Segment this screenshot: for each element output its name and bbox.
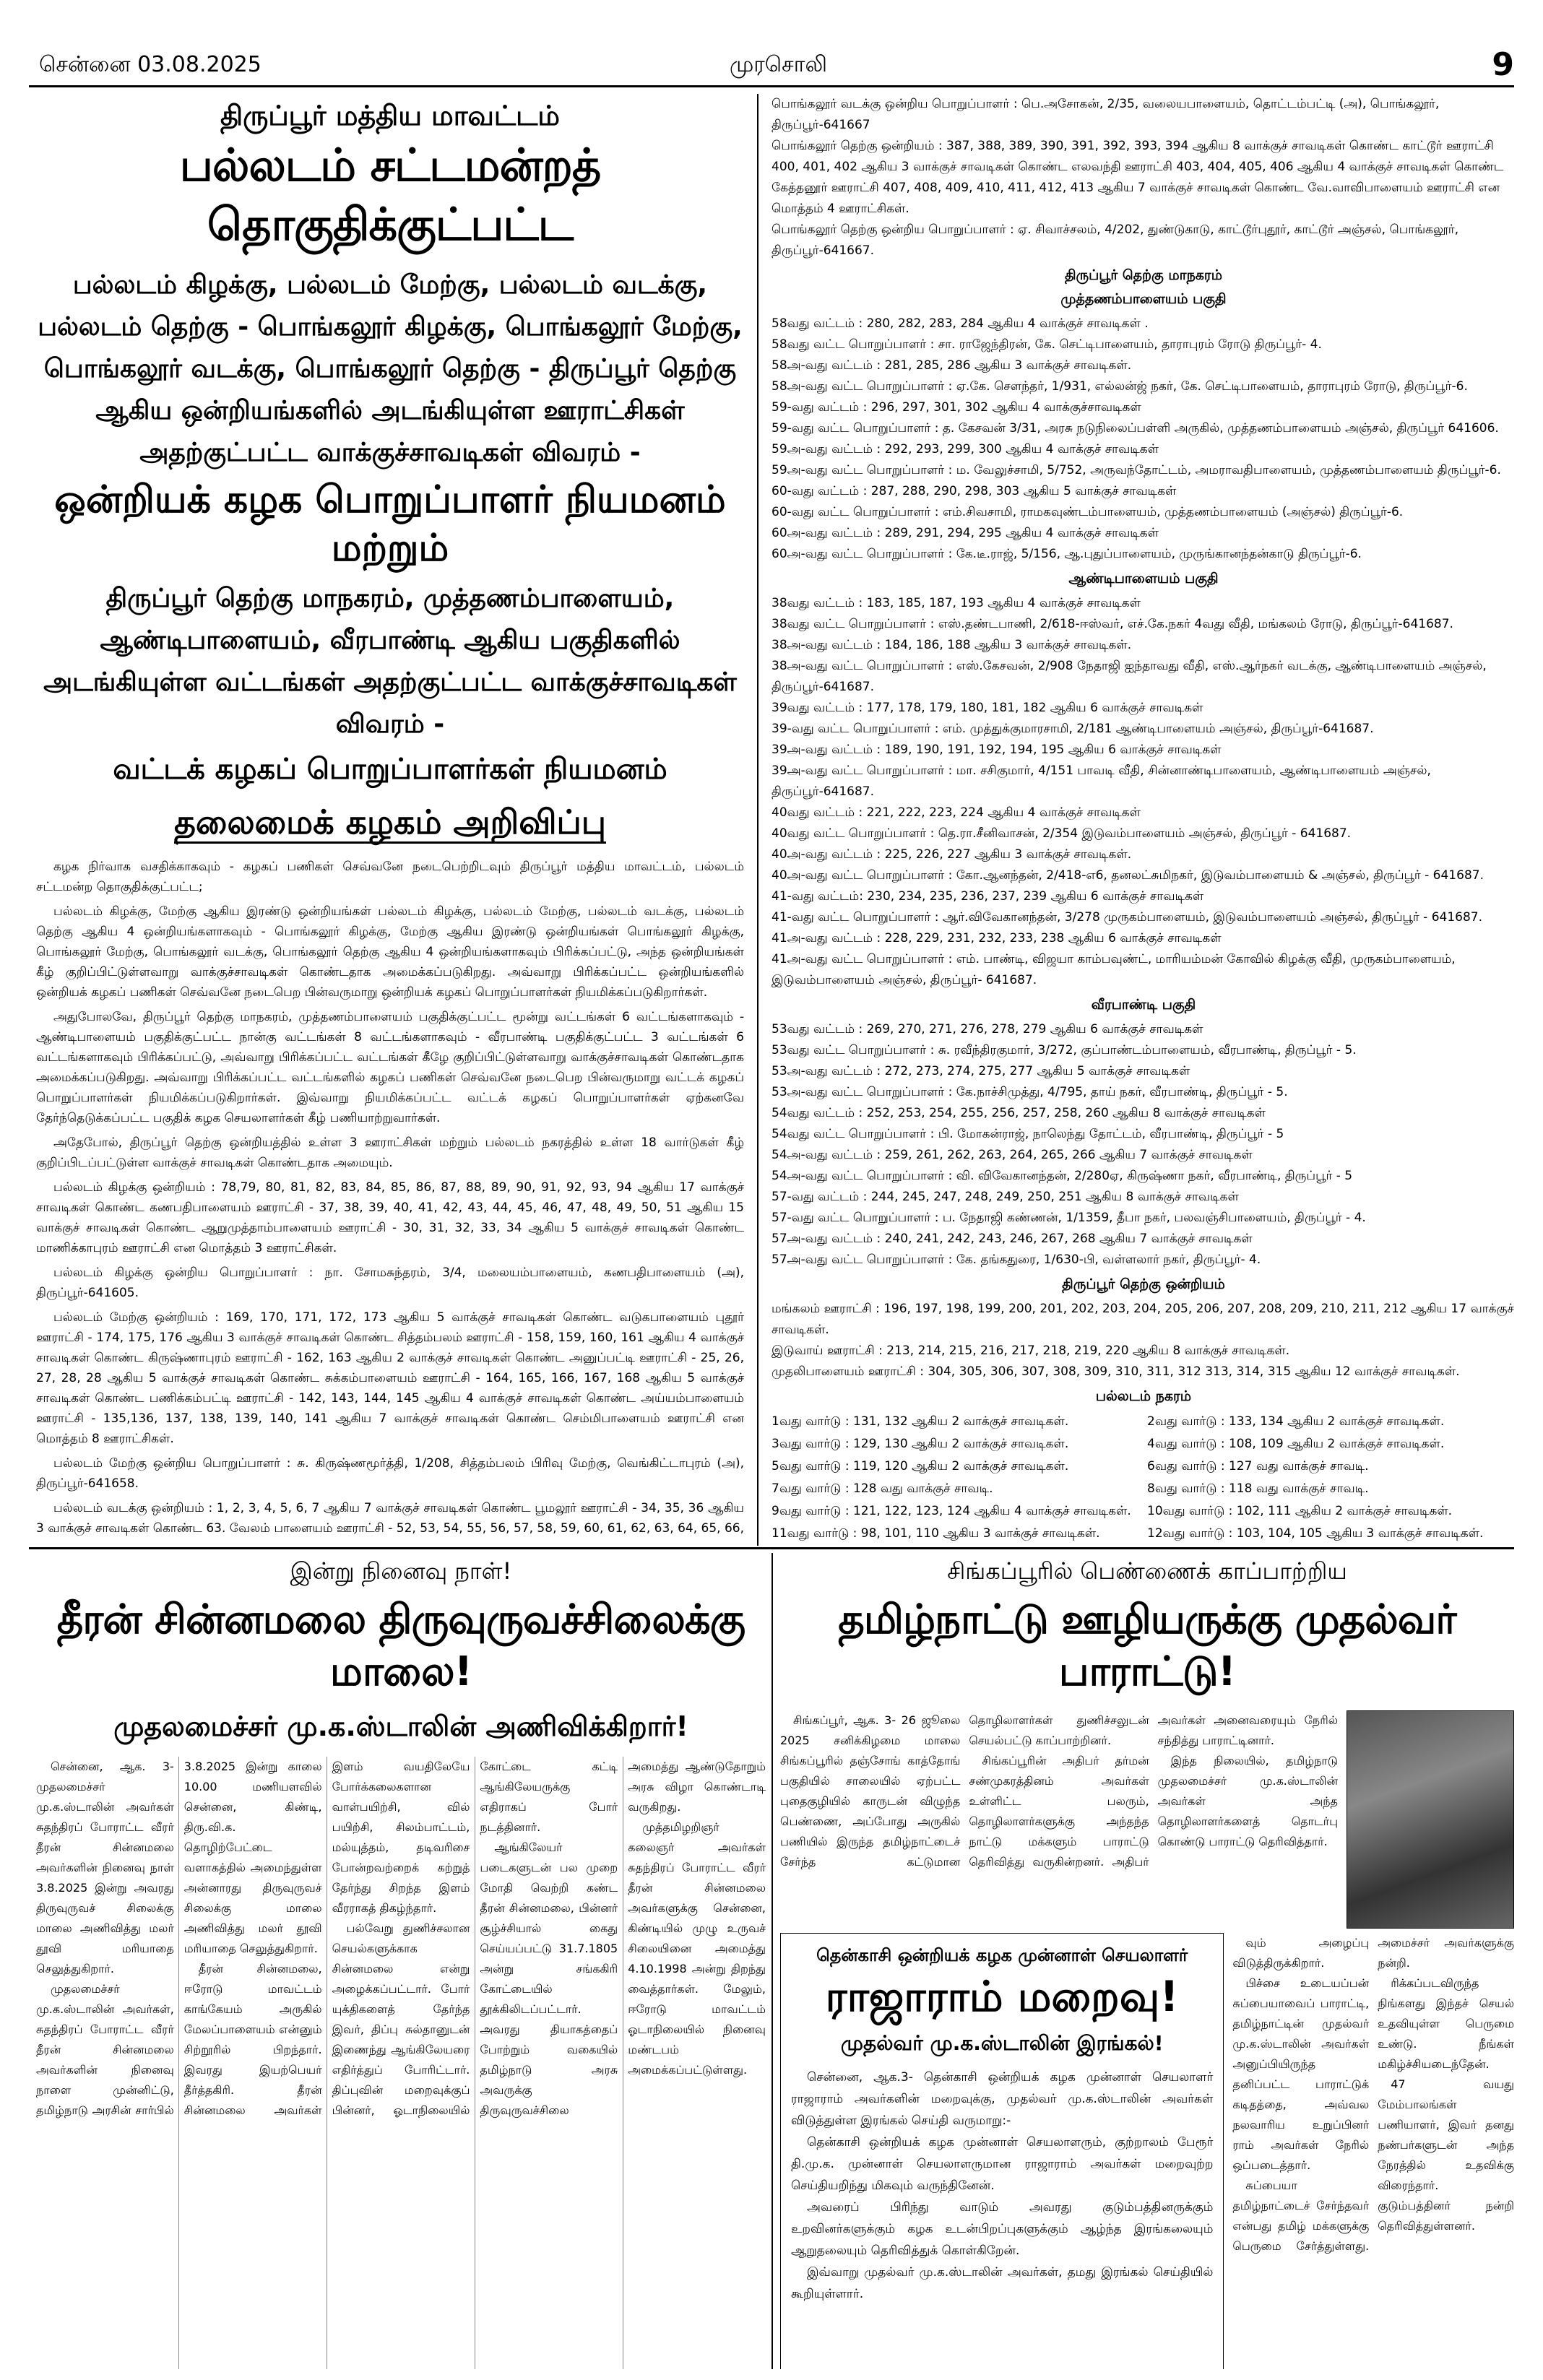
story1-body: [36, 1757, 766, 2369]
obituary-paragraph: இவ்வாறு முதல்வர் மு.க.ஸ்டாலின் அவர்கள், தமது இரங்கல் செய்தியில் கூறியுள்ளார்.: [791, 2265, 1214, 2301]
ward-list-column: [772, 94, 1516, 1546]
ward-item: [1147, 1545, 1516, 1546]
ward-entry: 58வது வட்டம் : 280, 282, 283, 284 ஆகிய 4 வாக்குச் சாவடிகள் .: [772, 316, 1149, 331]
ward-entry: 59அ-வது வட்டம் : 292, 293, 299, 300 ஆகிய 4 வாக்குச் சாவடிகள்: [772, 442, 1159, 456]
ward-entry: 54வது வட்டம் : 252, 253, 254, 255, 256, 257, 258, 260 ஆகிய 8 வாக்குச் சாவடிகள்: [772, 1106, 1266, 1120]
ward-entry: 53வது வட்ட பொறுப்பாளர் : சு. ரவீந்திரகுமார், 3/272, குப்பாண்டம்பாளையம், வீரபாண்டி, திருப்பூர் - 5.: [772, 1043, 1357, 1057]
story2-side-paragraph: சுப்பையா தமிழ்நாட்டைச் சேர்ந்தவர் என்பது தமிழ் மக்களுக்கு பெருமை சேர்த்துள்ளது. அமைச்சர் அவர்களுக்கு நன்றி.: [1232, 1936, 1514, 2253]
section-heading: திருப்பூர் தெற்கு ஒன்றியம்: [1062, 1276, 1225, 1292]
ward-entry: 41-வது வட்டம்: 230, 234, 235, 236, 237, 239 ஆகிய 6 வாக்குச் சாவடிகள்: [772, 889, 1204, 904]
ward-entry: 38வது வட்ட பொறுப்பாளர் : எஸ்.தண்டபாணி, 2/618-ஈஸ்வர், எச்.கே.நகர் 4வது வீதி, மங்கலம் ரோடு, திருப்பூர்-641687.: [772, 617, 1453, 631]
story2-lower: [780, 1933, 1514, 2369]
ward-item: 8வது வார்டு : 118 வது வாக்குச் சாவடி.: [1147, 1481, 1369, 1496]
notice-line-2: ஒன்றியக் கழக பொறுப்பாளர் நியமனம் மற்றும்: [54, 478, 726, 570]
ward-item: 12வது வார்டு : 103, 104, 105 ஆகிய 3 வாக்குச் சாவடிகள்.: [1147, 1526, 1484, 1541]
notice-paragraph: அதுபோலவே, திருப்பூர் தெற்கு மாநகரம், முத்தணம்பாளையம் பகுதிக்குட்பட்ட மூன்று வட்டங்கள் 6 வட்டங்களாகவும் - ஆண்டிபாளையம் பகுதிக்குட்பட்ட நான்கு வட்டங்கள் 8 வட்டங்களாகவும் - வீரபாண்டி பகுதிக்குட்பட்ட 3 வட்டங்கள் 6 வட்டங்களாகவும் பிரிக்கப்பட்டு, அவ்வாறு பிரிக்கப்பட்ட வட்டங்கள் கீழே குறிப்பிட்டுள்ளவாறு வாக்குச்சாவடிகள் கொண்டதாக அமைக்கப்படுகிறது. அவ்வாறு பிரிக்கப்பட்ட வட்டங்களில் கழகப் பணிகள் செவ்வனே நடைபெற பின்வருமாறு வட்டக் கழகப் பொறுப்பாளர்கள் நியமிக்கப்படுகிறார்கள். இவ்வாறு நியமிக்கப்பட்ட வட்டக் கழகப் பொறுப்பாளர்கள் ஏற்கனவே தேர்ந்தெடுக்கப்பட்ட பகுதிக் கழக செயலாளர்கள் கீழ் பணியாற்றுவார்கள்.: [36, 1010, 744, 1125]
story-divider: [772, 1553, 773, 2369]
story2-side-paragraph: ரிக்கப்படவிருந்த நிங்களது இந்தச் செயல் உதவியுள்ள பெருமை உண்டு. நீங்கள் மகிழ்ச்சியடைந்தேன்.: [1378, 1976, 1514, 2071]
story2-continued: [1232, 1933, 1514, 2369]
worker-photo: [1347, 1710, 1514, 1929]
ward-entry: 59-வது வட்டம் : 296, 297, 301, 302 ஆகிய 4 வாக்குச்சாவடிகள்: [772, 400, 1141, 415]
ward-entry: 39-வது வட்ட பொறுப்பாளர் : எம். முத்துக்குமாரசாமி, 2/181 ஆண்டிபாளையம் அஞ்சல், திருப்பூர்-641687.: [772, 722, 1374, 736]
ward-entry: 58அ-வது வட்ட பொறுப்பாளர் : ஏ.கே. சௌந்தர், 1/931, எல்லன்ஜ் நகர், கே. செட்டிபாளையம், தாராபுரம் ரோடு, திருப்பூர்-6.: [772, 379, 1468, 394]
story-theeran-chinnamalai: [36, 1553, 766, 2369]
ward-entry: 40வது வட்டம் : 221, 222, 223, 224 ஆகிய 4 வாக்குச் சாவடிகள்: [772, 805, 1141, 820]
obituary-kicker: தென்காசி ஒன்றியக் கழக முன்னாள் செயலாளர்: [816, 1945, 1188, 1965]
ward-entry: 40அ-வது வட்டம் : 225, 226, 227 ஆகிய 3 வாக்குச் சாவடிகள்.: [772, 847, 1132, 862]
ward-entry: 41அ-வது வட்டம் : 228, 229, 231, 232, 233, 238 ஆகிய 6 வாக்குச் சாவடிகள்: [772, 931, 1222, 945]
story1-paragraph: தீரன் சின்னமலை, ஈரோடு மாவட்டம் காங்கேயம் அருகில் மேலப்பாளையம் என்னும் சிற்றூரில் பிறந்தார். இவரது இயற்பெயர் தீர்த்தகிரி. தீரன் சின்னமலை அவர்கள் இளம் வயதிலேயே போர்க்கலைகளான வாள்பயிற்சி, வில் பயிற்சி, சிலம்பாட்டம், மல்யுத்தம், தடிவரிசை போன்றவற்றைக் கற்றுத் தேர்ந்து சிறந்த இளம் வீரராகத் திகழ்ந்தார்.: [183, 1760, 470, 2117]
obituary-deck: முதல்வர் மு.க.ஸ்டாலின் இரங்கல்!: [840, 2031, 1164, 2055]
story2-side-paragraph: பிச்சை உடையப்பன் சுப்பையாவைப் பாராட்டி, தமிழ்நாட்டின் முதல்வர் மு.க.ஸ்டாலின் அவர்கள் அனுப்பியிருந்த தனிப்பட்ட பாராட்டுக் கடிதத்தை, அவ்வல நலவாரிய உறுப்பினர் ராம் அவர்கள் நேரில் ஒப்படைத்தார்.: [1232, 1976, 1370, 2172]
ward-item: 7வது வார்டு : 128 வது வாக்குச் சாவடி.: [772, 1481, 993, 1496]
notice-paragraph: பல்லடம் மேற்கு ஒன்றிய பொறுப்பாளர் : சு. கிருஷ்ணமூர்த்தி, 1/208, சித்தம்பலம் பிரிவு மேற்கு, வெங்கிட்டாபுரம் (அ), திருப்பூர்-641658.: [36, 1456, 744, 1491]
story2-top-body: [780, 1710, 1338, 1927]
story2-paragraph: சிங்கப்பூர், ஆக. 3- 26 ஜூலை 2025 சனிக்கிழமை மாலை சிங்கப்பூரில் தஞ்சோங் காத்தோங் பகுதியில் சாலையில் ஏற்பட்ட புதைகுழியில் காருடன் விழுந்த பெண்ணை, அப்போது அருகில் பணியில் இருந்த தமிழ்நாட்டைச் சேர்ந்த கட்டுமான தொழிலாளர்கள் துணிச்சலுடன் செயல்பட்டு காப்பாற்றினர்.: [780, 1713, 1149, 1869]
ward-entry: 54வது வட்ட பொறுப்பாளர் : பி. மோகன்ராஜ், நாலெந்து தோட்டம், வீரபாண்டி, திருப்பூர் - 5: [772, 1127, 1284, 1141]
notice-district: திருப்பூர் மத்திய மாவட்டம்: [220, 100, 560, 131]
story1-paragraph: பல்வேறு துணிச்சலான செயல்களுக்காக சின்னமலை என்று அழைக்கப்பட்டார். போர் யுக்திகளைத் தேர்ந்த இவர், திப்பு சுல்தானுடன் இணைந்து ஆங்கிலேயரை எதிர்த்துப் போரிட்டார். திப்புவின் மறைவுக்குப் பின்னர், ஓடாநிலையில் கோட்டை கட்டி ஆங்கிலேயருக்கு எதிராகப் போர் நடத்தினார்.: [332, 1760, 618, 2117]
ward-entry: 38வது வட்டம் : 183, 185, 187, 193 ஆகிய 4 வாக்குச் சாவடிகள்: [772, 596, 1141, 610]
announcement-text: தலைமைக் கழகம் அறிவிப்பு: [174, 802, 606, 844]
section-rule: [29, 1547, 1514, 1549]
ward-entry: 54அ-வது வட்ட பொறுப்பாளர் : வி. விவேகானந்தன், 2/280ஏ, கிருஷ்ணா நகர், வீரபாண்டி, திருப்பூர் - 5: [772, 1169, 1353, 1183]
story2-paragraph: சிங்கப்பூரின் அதிபர் தர்மன் சண்முகரத்தினம் அவர்கள் உள்ளிட்ட பலரும், தொழிலாளர்களுக்கு அந்தந்த நாட்டு மக்களும் பாராட்டு தெரிவித்து வருகின்றனர். அதிபர் அவர்கள் அனைவரையும் நேரில் சந்தித்து பாராட்டினார்.: [969, 1713, 1338, 1869]
notice-paragraph: பல்லடம் கிழக்கு ஒன்றிய பொறுப்பாளர் : நா. சோமசுந்தரம், 3/4, மலையம்பாளையம், கணபதிபாளையம் (அ), திருப்பூர்-641605.: [36, 1265, 744, 1300]
ward-entry: 54அ-வது வட்டம் : 259, 261, 262, 263, 264, 265, 266 ஆகிய 7 வாக்குச் சாவடிகள்: [772, 1148, 1253, 1162]
ward-entry: 53அ-வது வட்ட பொறுப்பாளர் : கே.நாச்சிமுத்து, 4/795, தாய் நகர், வீரபாண்டி, திருப்பூர் - 5.: [772, 1085, 1288, 1099]
ward-entry: இடுவாய் ஊராட்சி : 213, 214, 215, 216, 217, 218, 219, 220 ஆகிய 8 வாக்குச் சாவடிகள்.: [772, 1343, 1290, 1358]
ward-entry: 57-வது வட்ட பொறுப்பாளர் : ப. நேதாஜி கண்ணன், 1/1359, தீபா நகர், பலவஞ்சிபாளையம், திருப்பூர் - 4.: [772, 1211, 1366, 1225]
ward-entry: 39அ-வது வட்டம் : 189, 190, 191, 192, 194, 195 ஆகிய 6 வாக்குச் சாவடிகள்: [772, 743, 1222, 757]
notice-paragraph: கழக நிர்வாக வசதிக்காகவும் - கழகப் பணிகள் செவ்வனே நடைபெற்றிடவும் திருப்பூர் மத்திய மாவட்டம், பல்லடம் சட்டமன்ற தொகுதிக்குட்பட்ட;: [36, 860, 744, 894]
section-heading: பல்லடம் நகரம்: [1095, 1388, 1192, 1404]
story1-paragraph: முத்தமிழறிஞர் கலைஞர் அவர்கள் சுதந்திரப் போராட்ட வீரர் தீரன் சின்னமலை அவர்களுக்கு சென்னை, கிண்டியில் முழு உருவச் சிலையினை அமைத்து 4.10.1998 அன்று திறந்து வைத்தார்கள். மேலும், ஈரோடு மாவட்டம் ஓடாநிலையில் நினைவு மண்டபம் அமைக்கப்பட்டுள்ளது.: [628, 1820, 766, 2077]
story2-top: [780, 1710, 1514, 1929]
page-number: 9: [1492, 46, 1514, 83]
masthead: முரசொலி: [730, 52, 827, 77]
ward-entry: 60-வது வட்ட பொறுப்பாளர் : எம்.சிவசாமி, ராமகவுண்டம்பாளையம், முத்தணம்பாளையம் (அஞ்சல்) திருப்பூர்-6.: [772, 505, 1404, 519]
ward-item: 1வது வார்டு : 131, 132 ஆகிய 2 வாக்குச் சாவடிகள்.: [772, 1414, 1069, 1429]
ward-entry: 39அ-வது வட்ட பொறுப்பாளர் : மா. சசிகுமார், 4/151 பாவடி வீதி, சின்னாண்டிபாளையம், ஆண்டிபாளையம் அஞ்சல், திருப்பூர்-641687.: [772, 763, 1431, 799]
story2-headline: தமிழ்நாட்டு ஊழியருக்கு முதல்வர் பாராட்டு!: [838, 1596, 1456, 1695]
story2-paragraph: இந்த நிலையில், தமிழ்நாடு முதலமைச்சர் மு.க.ஸ்டாலின் அவர்கள் அந்த தொழிலாளர்களைத் தொடர்பு கொண்டு பாராட்டு தெரிவித்தார்.: [1157, 1754, 1338, 1848]
ward-entry: மங்கலம் ஊராட்சி : 196, 197, 198, 199, 200, 201, 202, 203, 204, 205, 206, 207, 208, 209, 210, 211, 212 ஆகிய 17 வாக்குச் சாவடிகள்.: [772, 1302, 1514, 1337]
ward-entry: 57அ-வது வட்டம் : 240, 241, 242, 243, 246, 267, 268 ஆகிய 7 வாக்குச் சாவடிகள்: [772, 1232, 1253, 1246]
section-heading: திருப்பூர் தெற்கு மாநகரம்: [1064, 267, 1223, 283]
obituary-body: [791, 2067, 1213, 2305]
ward-entry: 53வது வட்டம் : 269, 270, 271, 276, 278, 279 ஆகிய 6 வாக்குச் சாவடிகள்: [772, 1022, 1203, 1037]
ward-entry: பொங்கலூர் தெற்கு ஒன்றியம் : 387, 388, 389, 390, 391, 392, 393, 394 ஆகிய 8 வாக்குச் சாவடிகள் கொண்ட காட்டூர் ஊராட்சி 400, 401, 402 ஆகிய 3 வாக்குச் சாவடிகள் கொண்ட எலவந்தி ஊராட்சி 403, 404, 405, 406 ஆகிய 4 வாக்குச் சாவடிகள் கொண்ட கேத்தனூர் ஊராட்சி 407, 408, 409, 410, 411, 412, 413 ஆகிய 7 வாக்குச் சாவடிகள் கொண்ட வே.வாவிபாளையம் ஊராட்சி என மொத்தம் 4 ஊராட்சிகள்.: [772, 139, 1504, 216]
story1-kicker: இன்று நினைவு நாள்!: [290, 1557, 512, 1585]
ward-entry: 60அ-வது வட்ட பொறுப்பாளர் : கே.டீ.ராஜ், 5/156, ஆ.புதுப்பாளையம், முருங்கானந்தன்காடு திருப்பூர்-6.: [772, 547, 1362, 561]
ward-entry: 40வது வட்ட பொறுப்பாளர் : தெ.ரா.சீனிவாசன், 2/354 இடுவம்பாளையம் அஞ்சல், திருப்பூர் - 641687.: [772, 826, 1352, 841]
ward-entry: பொங்கலூர் தெற்கு ஒன்றிய பொறுப்பாளர் : ஏ. சிவாச்சலம், 4/202, துண்டுகாடு, காட்டூர்புதூர், காட்டூர் அஞ்சல், பொங்கலூர், திருப்பூர்-641667.: [772, 222, 1459, 258]
ward-entry: 38அ-வது வட்ட பொறுப்பாளர் : எஸ்.கேசவன், 2/908 நேதாஜி ஐந்தாவது வீதி, எஸ்.ஆர்நகர் வடக்கு, ஆண்டிபாளையம் அஞ்சல், திருப்பூர்-641687.: [772, 659, 1487, 694]
ward-entry: 59அ-வது வட்ட பொறுப்பாளர் : ம. வேலுச்சாமி, 5/752, அருவந்தோட்டம், அமராவதிபாளையம், முத்தணம்பாளையம் திருப்பூர்-6.: [772, 463, 1501, 477]
notice-paragraph: பல்லடம் மேற்கு ஒன்றியம் : 169, 170, 171, 172, 173 ஆகிய 5 வாக்குச் சாவடிகள் கொண்ட வடுகபாளையம் புதூர் ஊராட்சி - 174, 175, 176 ஆகிய 3 வாக்குச் சாவடிகள் கொண்ட சித்தம்பலம் ஊராட்சி - 158, 159, 160, 161 ஆகிய 4 வாக்குச் சாவடிகள் கொண்ட கிருஷ்ணாபுரம் ஊராட்சி - 162, 163 ஆகிய 2 வாக்குச் சாவடிகள் கொண்ட அனுப்பட்டி ஊராட்சி - 25, 26, 27, 28, 28 ஆகிய 5 வாக்குச் சாவடிகள் கொண்ட சுக்கம்பாளையம் ஊராட்சி - 164, 165, 166, 167, 168 ஆகிய 5 வாக்குச் சாவடிகள் கொண்ட பணிக்கம்பட்டி ஊராட்சி - 142, 143, 144, 145 ஆகிய 4 வாக்குச் சாவடிகள் கொண்ட அய்யம்பாளையம் ஊராட்சி - 135,136, 137, 138, 139, 140, 141 ஆகிய 7 வாக்குச் சாவடிகள் கொண்ட செம்மிபாளையம் ஊராட்சி என மொத்தம் 8 ஊராட்சிகள்.: [36, 1310, 744, 1446]
notice-paragraph: பல்லடம் கிழக்கு, மேற்கு ஆகிய இரண்டு ஒன்றியங்கள் பல்லடம் கிழக்கு, பல்லடம் மேற்கு, பல்லடம் வடக்கு, பல்லடம் தெற்கு ஆகிய 4 ஒன்றியங்களாகவும் - பொங்கலூர் கிழக்கு, மேற்கு ஆகிய இரண்டு ஒன்றியங்கள் பொங்கலூர் கிழக்கு, பொங்கலூர் மேற்கு, பொங்கலூர் வடக்கு, பொங்கலூர் தெற்கு ஆகிய 4 ஒன்றியங்களாகவும் பிரிக்கப்பட்டு, அந்த ஒன்றியங்கள் கீழ் குறிப்பிட்டுள்ளவாறு வாக்குச்சாவடிகள் கொண்டதாக அமைக்கப்படுகிறது. அவ்வாறு பிரிக்கப்பட்ட ஒன்றியங்களில் ஒன்றியக் கழகப் பணிகள் செவ்வனே நடைபெற பின்வருமாறு ஒன்றியக் கழகப் பொறுப்பாளர்கள் நியமிக்கப்படுகிறார்கள்.: [36, 904, 744, 1000]
ward-item: [772, 1545, 1140, 1546]
issue-date: சென்னை 03.08.2025: [39, 52, 262, 77]
story1-paragraph: சென்னை, ஆக. 3- முதலமைச்சர் மு.க.ஸ்டாலின் அவர்கள் சுதந்திரப் போராட்ட வீரர் தீரன் சின்னமலை அவர்களின் நினைவு நாள் 3.8.2025 இன்று அவரது திருவுருவச் சிலைக்கு மாலை அணிவித்து மலர் தூவி மரியாதை செலுத்துகிறார்.: [36, 1760, 174, 1976]
ward-entry: 39வது வட்டம் : 177, 178, 179, 180, 181, 182 ஆகிய 6 வாக்குச் சாவடிகள்: [772, 701, 1203, 715]
ward-entry: 60-வது வட்டம் : 287, 288, 290, 298, 303 ஆகிய 5 வாக்குச் சாவடிகள்: [772, 484, 1177, 498]
ward-entry: 58அ-வது வட்டம் : 281, 285, 286 ஆகிய 3 வாக்குச் சாவடிகள்.: [772, 358, 1132, 373]
story1-headline: தீரன் சின்னமலை திருவுருவச்சிலைக்கு மாலை!: [56, 1596, 745, 1695]
ward-item: 6வது வார்டு : 127 வது வாக்குச் சாவடி.: [1147, 1459, 1369, 1474]
story1-paragraph: முதலமைச்சர் மு.க.ஸ்டாலின் அவர்கள், சுதந்திரப் போராட்ட வீரர் தீரன் சின்னமலை அவர்களின் நினைவு நாளை முன்னிட்டு, தமிழ்நாடு அரசின் சார்பில் 3.8.2025 இன்று காலை 10.00 மணியளவில் சென்னை, கிண்டி, திரு.வி.க. தொழிற்பேட்டை வளாகத்தில் அமைந்துள்ள அன்னாரது திருவுருவச் சிலைக்கு மாலை அணிவித்து மலர் தூவி மரியாதை செலுத்துகிறார்.: [36, 1760, 322, 2117]
ward-item: 3வது வார்டு : 129, 130 ஆகிய 2 வாக்குச் சாவடிகள்.: [772, 1437, 1069, 1451]
ward-listing: [772, 94, 1516, 1406]
ward-entry: 57-வது வட்டம் : 244, 245, 247, 248, 249, 250, 251 ஆகிய 8 வாக்குச் சாவடிகள்: [772, 1190, 1239, 1204]
rajaram-obituary-box: [780, 1933, 1224, 2369]
notice-announcement: [36, 802, 744, 847]
notice-headline: பல்லடம் சட்டமன்றத் தொகுதிக்குட்பட்ட: [179, 139, 601, 251]
ward-item: 2வது வார்டு : 133, 134 ஆகிய 2 வாக்குச் சாவடிகள்.: [1147, 1414, 1445, 1429]
column-divider: [757, 94, 758, 1546]
notice-body: [36, 857, 744, 1539]
obituary-paragraph: அவரைப் பிரிந்து வாடும் அவரது குடும்பத்தினருக்கும் உறவினர்களுக்கும் கழக உடன்பிறப்புகளுக்கும் ஆழ்ந்த இரங்கலையும் ஆறுதலையும் தெரிவித்துக் கொள்கிறேன்.: [791, 2200, 1214, 2258]
ward-entry: 38அ-வது வட்டம் : 184, 186, 188 ஆகிய 3 வாக்குச் சாவடிகள்.: [772, 638, 1132, 652]
ward-item: 5வது வார்டு : 119, 120 ஆகிய 2 வாக்குச் சாவடிகள்.: [772, 1459, 1069, 1474]
ward-item: 11வது வார்டு : 98, 101, 110 ஆகிய 3 வாக்குச் சாவடிகள்.: [772, 1526, 1100, 1541]
obituary-paragraph: சென்னை, ஆக.3- தென்காசி ஒன்றியக் கழக முன்னாள் செயலாளர் ராஜாராம் அவர்களின் மறைவுக்கு, முதல்வர் மு.க.ஸ்டாலின் அவர்கள் விடுத்துள்ள இரங்கல் செய்தி வருமாறு:-: [791, 2070, 1214, 2128]
header-rule: [29, 85, 1514, 87]
notice-paragraph: பல்லடம் வடக்கு ஒன்றியம் : 1, 2, 3, 4, 5, 6, 7 ஆகிய 7 வாக்குச் சாவடிகள் கொண்ட பூமலூர் ஊராட்சி - 34, 35, 36 ஆகிய 3 வாக்குச் சாவடிகள் கொண்ட 63. வேலம் பாளையம் ஊராட்சி - 52, 53, 54, 55, 56, 57, 58, 59, 60, 61, 62, 63, 64, 65, 66,: [36, 1501, 744, 1536]
ward-entry: 41அ-வது வட்ட பொறுப்பாளர் : எம். பாண்டி, விஜயா காம்பவுண்ட், மாரியம்மன் கோவில் கிழக்கு வீதி, முருகம்பாளையம், இடுவம்பாளையம் அஞ்சல், திருப்பூர்- 641687.: [772, 952, 1456, 987]
section-heading: முத்தணம்பாளையம் பகுதி: [1060, 291, 1227, 307]
ward-entry: 53அ-வது வட்டம் : 272, 273, 274, 275, 277 ஆகிய 5 வாக்குச் சாவடிகள்: [772, 1064, 1190, 1078]
obituary-paragraph: தென்காசி ஒன்றியக் கழக முன்னாள் செயலாளரும், குற்றாலம் பேரூர் தி.மு.க. முன்னாள் செயலாளருமான ராஜாராம் அவர்கள் மறைவுற்ற செய்தியறிந்து மிகவும் வருந்தினேன்.: [791, 2135, 1214, 2193]
page-header: [0, 0, 1543, 83]
ward-item: 4வது வார்டு : 108, 109 ஆகிய 2 வாக்குச் சாவடிகள்.: [1147, 1437, 1445, 1451]
notice-line-4: வட்டக் கழகப் பொறுப்பாளர்கள் நியமனம்: [113, 753, 667, 786]
story1-paragraph: ஆங்கிலேயர் படைகளுடன் பல முறை மோதி வெற்றி கண்ட தீரன் சின்னமலை, பின்னர் சூழ்ச்சியால் கைது செய்யப்பட்டு 31.7.1805 அன்று சங்ககிரி கோட்டையில் தூக்கிலிடப்பட்டார். அவரது தியாகத்தைப் போற்றும் வகையில் தமிழ்நாடு அரசு அவருக்கு திருவுருவச்சிலை அமைத்து ஆண்டுதோறும் அரசு விழா கொண்டாடி வருகிறது.: [480, 1760, 766, 2117]
story-singapore-worker: [780, 1553, 1514, 2369]
ward-entry: 59-வது வட்ட பொறுப்பாளர் : த. கேசவன் 3/31, அரசு நடுநிலைப்பள்ளி அருகில், முத்தணம்பாளையம் அஞ்சல், திருப்பூர் 641606.: [772, 421, 1499, 436]
ward-entry: 41-வது வட்ட பொறுப்பாளர் : ஆர்.விவேகானந்தன், 3/278 முருகம்பாளையம், இடுவம்பாளையம் அஞ்சல், திருப்பூர் - 641687.: [772, 910, 1483, 925]
ward-entry: 40அ-வது வட்ட பொறுப்பாளர் : கோ.ஆனந்தன், 2/418-எ6, தனலட்சுமிநகர், இடுவம்பாளையம் & அஞ்சல், திருப்பூர் - 641687.: [772, 868, 1484, 883]
story1-deck: முதலமைச்சர் மு.க.ஸ்டாலின் அணிவிக்கிறார்!: [113, 1710, 688, 1742]
story2-side-paragraph: 47 வயது மேம்பாலங்கள் பணியாளர், இவர் தனது நண்பர்களுடன் அந்த நேரத்தில் உதவிக்கு விரைந்தார். குடும்பத்தினர் நன்றி தெரிவித்துள்ளனர்.: [1378, 2077, 1514, 2233]
palladam-wards: [772, 1411, 1516, 1546]
ward-item: 10வது வார்டு : 102, 111 ஆகிய 2 வாக்குச் சாவடிகள்.: [1147, 1504, 1453, 1518]
notice-paragraph: அதேபோல், திருப்பூர் தெற்கு ஒன்றியத்தில் உள்ள 3 ஊராட்சிகள் மற்றும் பல்லடம் நகரத்தில் உள்ள 18 வார்டுகள் கீழ் குறிப்பிடப்பட்டுள்ள வாக்குச் சாவடிகள் கொண்டதாக அமையும்.: [36, 1135, 744, 1170]
ward-entry: 57அ-வது வட்ட பொறுப்பாளர் : கே. தங்கதுரை, 1/630-பி, வள்ளலார் நகர், திருப்பூர்- 4.: [772, 1252, 1261, 1267]
notice-line-3: திருப்பூர் தெற்கு மாநகரம், முத்தணம்பாளையம், ஆண்டிபாளையம், வீரபாண்டி ஆகிய பகுதிகளில் அடங்கியுள்ள வட்டங்கள் அதற்குட்பட்ட வாக்குச்சாவடிகள் விவரம் -: [43, 584, 737, 739]
ward-item: 9வது வார்டு : 121, 122, 123, 124 ஆகிய 4 வாக்குச் சாவடிகள்.: [772, 1504, 1131, 1518]
section-heading: வீரபாண்டி பகுதி: [1091, 997, 1196, 1013]
ward-entry: 60அ-வது வட்டம் : 289, 291, 294, 295 ஆகிய 4 வாக்குச் சாவடிகள்: [772, 526, 1159, 540]
ward-entry: 58வது வட்ட பொறுப்பாளர் : சா. ராஜேந்திரன், கே. செட்டிபாளையம், தாராபுரம் ரோடு திருப்பூர்- 4.: [772, 337, 1322, 352]
story2-kicker: சிங்கப்பூரில் பெண்ணைக் காப்பாற்றிய: [947, 1557, 1347, 1585]
story2-side-paragraph: வும் அழைப்பு விடுத்திருக்கிறார்.: [1232, 1936, 1370, 1970]
ward-entry: பொங்கலூர் வடக்கு ஒன்றிய பொறுப்பாளர் : பெ.அசோகன், 2/35, வலையபாளையம், தொட்டம்பட்டி (அ), பொங்கலூர், திருப்பூர்-641667: [772, 97, 1440, 132]
notice-subhead: பல்லடம் கிழக்கு, பல்லடம் மேற்கு, பல்லடம் வடக்கு, பல்லடம் தெற்கு - பொங்கலூர் கிழக்கு, பொங்கலூர் மேற்கு, பொங்கலூர் வடக்கு, பொங்கலூர் தெற்கு - திருப்பூர் தெற்கு ஆகிய ஒன்றியங்களில் அடங்கியுள்ள ஊராட்சிகள் அதற்குட்பட்ட வாக்குச்சாவடிகள் விவரம் -: [38, 270, 743, 467]
notice-paragraph: பல்லடம் கிழக்கு ஒன்றியம் : 78,79, 80, 81, 82, 83, 84, 85, 86, 87, 88, 89, 90, 91, 92, 93, 94 ஆகிய 17 வாக்குச் சாவடிகள் கொண்ட கணபதிபாளையம் ஊராட்சி - 37, 38, 39, 40, 41, 42, 43, 44, 45, 46, 47, 48, 49, 50, 51 ஆகிய 15 வாக்குச் சாவடிகள் கொண்ட ஆறுமுத்தாம்பாளையம் ஊராட்சி - 30, 31, 32, 33, 34 ஆகிய 5 வாக்குச் சாவடிகள் கொண்ட மாணிக்காபுரம் ஊராட்சி என மொத்தம் 3 ஊராட்சிகள்.: [36, 1180, 744, 1255]
obituary-headline: ராஜாராம் மறைவு!: [825, 1972, 1179, 2021]
ward-entry: முதலிபாளையம் ஊராட்சி : 304, 305, 306, 307, 308, 309, 310, 311, 312 313, 314, 315 ஆகிய 12 வாக்குச் சாவடிகள்.: [772, 1364, 1460, 1379]
notice-column: [36, 94, 744, 1539]
section-heading: ஆண்டிபாளையம் பகுதி: [1068, 571, 1219, 587]
